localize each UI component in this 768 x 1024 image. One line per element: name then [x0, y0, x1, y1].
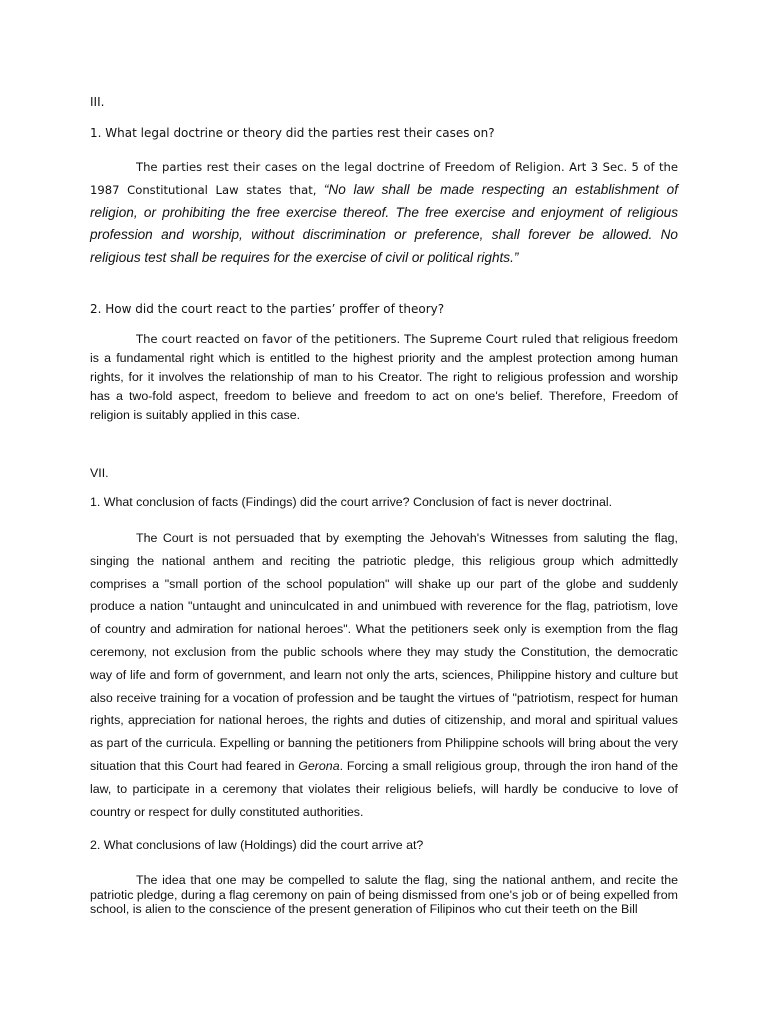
- section-iii-question-1: 1. What legal doctrine or theory did the parties rest their cases on?: [90, 126, 495, 140]
- section-vii-label: VII.: [90, 466, 109, 480]
- section-vii-answer-1: [90, 527, 678, 823]
- constitution-quote: “No law shall be made respecting an establishment of religion, or prohibiting the free exercise thereof. The free exercise and enjoyment of religious profession and worship, without discrimination or preference, shall forever be allowed. No religious test shall be requires for the exercise of civil or political rights.”: [90, 181, 678, 266]
- answer-1-lead: The parties rest their cases on the legal doctrine of Freedom of Religion. Art 3 Sec. 5 of the 1987 Constitutional Law states that,: [90, 160, 678, 197]
- section-iii-question-2: 2. How did the court react to the parties’ proffer of theory?: [90, 302, 445, 316]
- section-vii-question-2: 2. What conclusions of law (Holdings) did the court arrive at?: [90, 838, 424, 852]
- section-vii-question-1: 1. What conclusion of facts (Findings) did the court arrive? Conclusion of fact is never doctrinal.: [90, 495, 613, 509]
- section-iii-answer-1: [90, 156, 678, 270]
- answer-2-lead: The court reacted on favor of the petitioners. The Supreme Court ruled that: [136, 332, 579, 346]
- section-vii-answer-2: The idea that one may be compelled to salute the flag, sing the national anthem, and recite the patriotic pledge, during a flag ceremony on pain of being dismissed from one's job or of being expelled from school, is alien to the conscience of the present generation of Filipinos who cut their teeth on the Bill: [90, 873, 678, 917]
- gerona-case-name: Gerona: [298, 758, 340, 773]
- answer-2-body: religious freedom is a fundamental right which is entitled to the highest priority and the amplest protection among human rights, for it involves the relationship of man to his Creator. The right to religious profession and worship has a two-fold aspect, freedom to believe and freedom to act on one's belief. Therefore, Freedom of religion is suitably applied in this case.: [90, 332, 678, 422]
- findings-part-2: . Forcing a small religious group, through the iron hand of the law, to participate in a ceremony that violates their religious beliefs, will hardly be conducive to love of country or respect for dully constituted authorities.: [90, 758, 678, 819]
- section-iii-answer-2: [90, 330, 678, 425]
- section-iii-label: III.: [90, 95, 105, 109]
- findings-part-1: The Court is not persuaded that by exempting the Jehovah's Witnesses from saluting the flag, singing the national anthem and reciting the patriotic pledge, this religious group which admittedly comprises a "small portion of the school population" will shake up our part of the globe and suddenly produce a nation "untaught and uninculcated in and unimbued with reverence for the flag, patriotism, love of country and admiration for national heroes". What the petitioners seek only is exemption from the flag ceremony, not exclusion from the public schools where they may study the Constitution, the democratic way of life and form of government, and learn not only the arts, sciences, Philippine history and culture but also receive training for a vocation of profession and be taught the virtues of "patriotism, respect for human rights, appreciation for national heroes, the rights and duties of citizenship, and moral and spiritual values as part of the curricula. Expelling or banning the petitioners from Philippine schools will bring about the very situation that this Court had feared in: [90, 531, 678, 773]
